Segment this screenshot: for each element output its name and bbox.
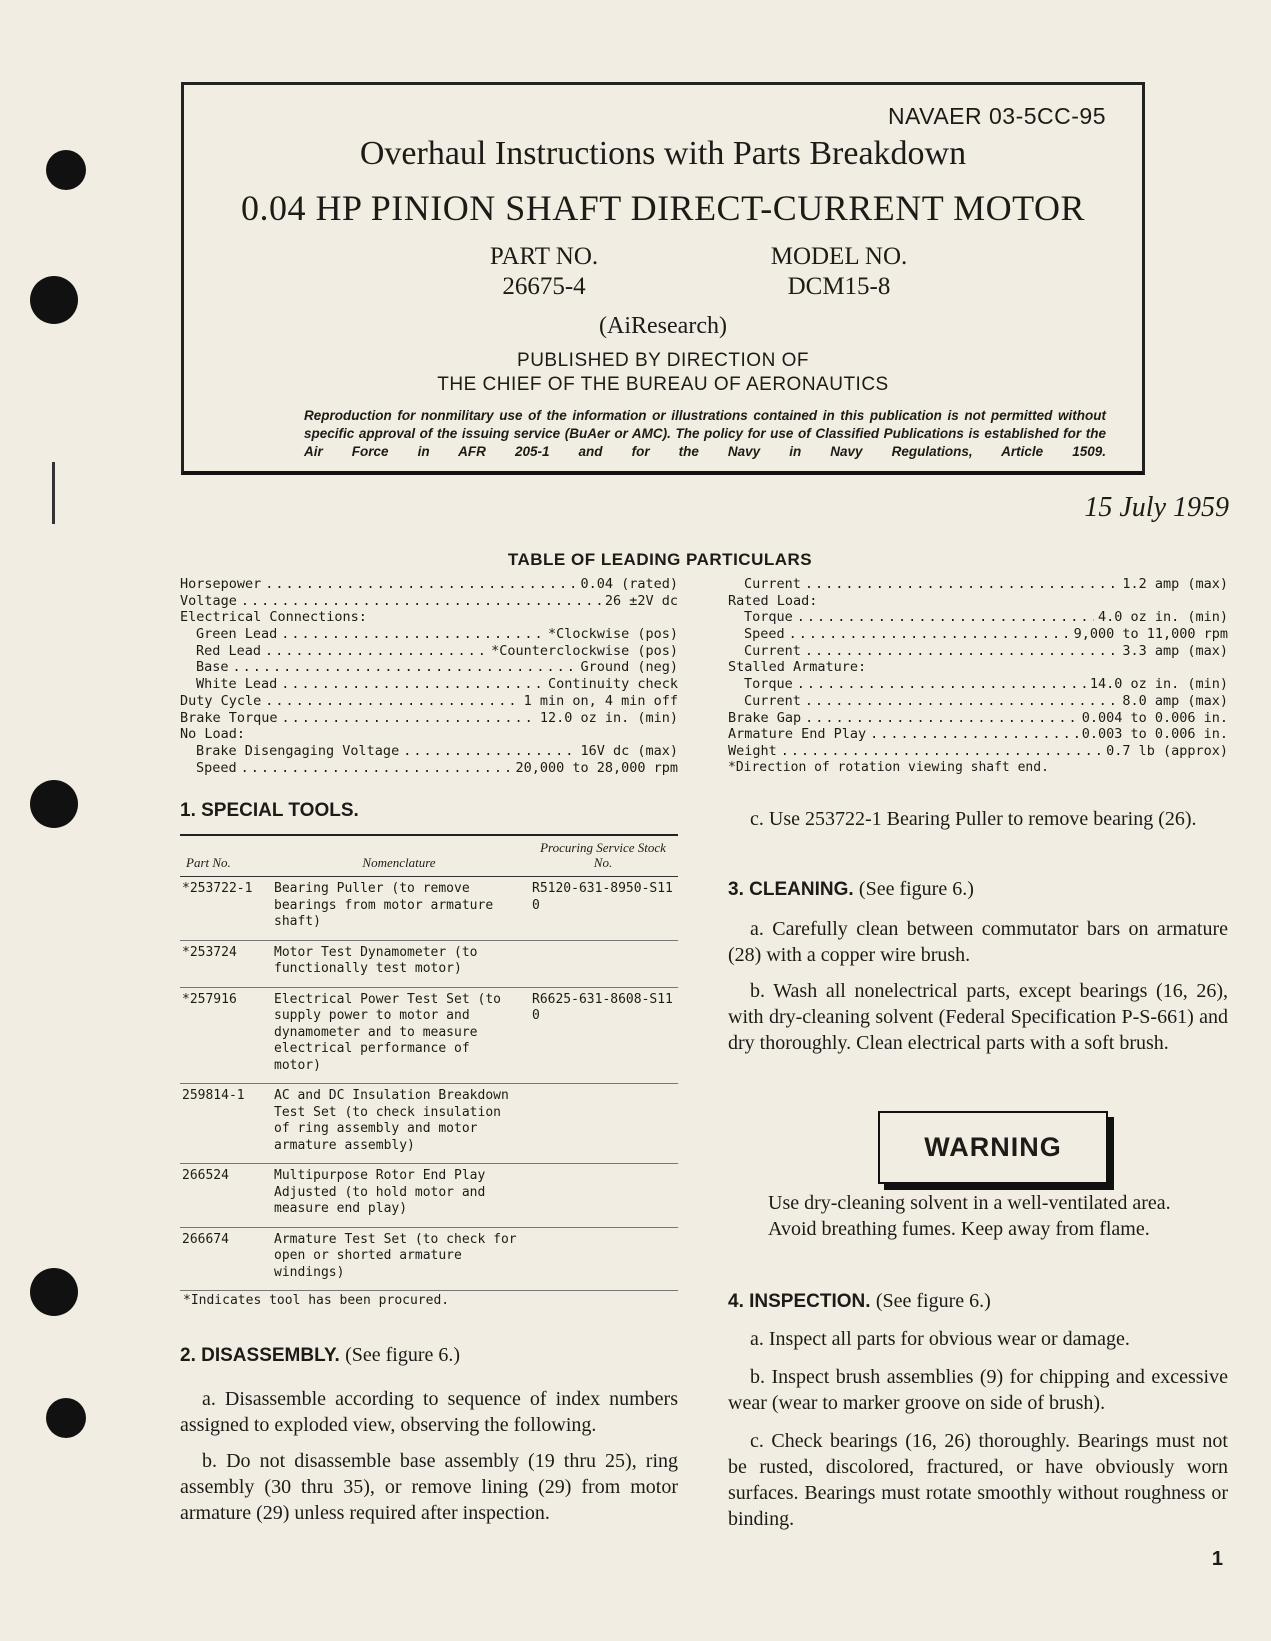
inspection-figure-ref: (See figure 6.) bbox=[875, 1290, 991, 1312]
column-header-nomenclature: Nomenclature bbox=[270, 836, 528, 877]
particular-row bbox=[180, 743, 678, 760]
tool-stock-number bbox=[528, 1227, 678, 1291]
leader-dots bbox=[241, 760, 512, 777]
document-subtitle: 0.04 HP PINION SHAFT DIRECT-CURRENT MOTOR bbox=[241, 188, 1085, 228]
leader-dots bbox=[281, 676, 544, 693]
leading-particulars-right bbox=[728, 576, 1228, 776]
leader-dots bbox=[797, 609, 1094, 626]
tools-footnote: *Indicates tool has been procured. bbox=[183, 1293, 450, 1308]
tool-nomenclature: Motor Test Dynamometer (to functionally test motor) bbox=[270, 940, 528, 987]
particular-value: 26 ±2V dc bbox=[604, 592, 678, 609]
particular-row bbox=[728, 593, 1228, 610]
document-title: Overhaul Instructions with Parts Breakdown bbox=[359, 135, 967, 172]
particular-row bbox=[180, 576, 678, 593]
reproduction-notice: Reproduction for nonmilitary use of the information or illustrations contained in this publication is not permitted without specific approval of the issuing service (BuAer or AMC). The policy for use of Classified Publications is established for the Air Force in AFR 205-1 and for the Navy in Navy Regulations, Article 1509. bbox=[304, 408, 1106, 459]
particular-value: 0.7 lb (approx) bbox=[1106, 742, 1228, 759]
part-number-label: PART NO. bbox=[489, 243, 599, 270]
particular-label: Current bbox=[744, 642, 801, 659]
disassembly-figure-ref: (See figure 6.) bbox=[345, 1344, 461, 1366]
leader-dots bbox=[241, 593, 601, 610]
warning-box: WARNING bbox=[878, 1111, 1108, 1184]
particular-row bbox=[180, 693, 678, 710]
table-row bbox=[180, 1227, 678, 1291]
table-row bbox=[180, 877, 678, 941]
particular-value: 1.2 amp (max) bbox=[1122, 576, 1228, 592]
publication-date: 15 July 1959 bbox=[1084, 492, 1229, 523]
cleaning-figure-ref: (See figure 6.) bbox=[858, 878, 974, 900]
tool-stock-number bbox=[528, 940, 678, 987]
disassembly-para-b: b. Do not disassemble base assembly (19 thru 25), ring assembly (30 thru 35), or remove lining (29) from motor armature (29) unless required after inspection. bbox=[180, 1450, 678, 1524]
particular-value: 0.003 to 0.006 in. bbox=[1081, 726, 1228, 743]
warning-text: Use dry-cleaning solvent in a well-ventilated area. Avoid breathing fumes. Keep away from flame. bbox=[768, 1192, 1171, 1240]
special-tools-table bbox=[180, 836, 678, 1291]
particular-value: *Counterclockwise (pos) bbox=[491, 642, 678, 659]
particular-label: Voltage bbox=[180, 592, 237, 609]
particular-label: Duty Cycle bbox=[180, 692, 262, 709]
particular-value: 16V dc (max) bbox=[580, 742, 678, 759]
particular-value: 8.0 amp (max) bbox=[1122, 692, 1228, 709]
particular-row bbox=[180, 659, 678, 676]
particular-row bbox=[180, 593, 678, 610]
particular-value: Continuity check bbox=[547, 676, 678, 693]
tool-part-number: *253724 bbox=[180, 940, 270, 987]
disassembly-heading-label: 2. DISASSEMBLY. bbox=[180, 1345, 340, 1366]
manufacturer: (AiResearch) bbox=[599, 313, 727, 339]
tool-stock-number: R5120-631-8950-S110 bbox=[528, 877, 678, 941]
binder-hole bbox=[46, 1398, 86, 1438]
cleaning-para-b: b. Wash all nonelectrical parts, except bearings (16, 26), with dry-cleaning solvent (Federal Specification P-S-661) and dry thoroughly. Clean electrical parts with a soft brush. bbox=[728, 980, 1228, 1054]
tool-part-number: 266524 bbox=[180, 1164, 270, 1228]
particular-value: 1 min on, 4 min off bbox=[523, 692, 678, 709]
particular-row bbox=[728, 576, 1228, 593]
leader-dots bbox=[789, 626, 1070, 643]
leader-dots bbox=[805, 693, 1118, 710]
column-header-stock-no: Procuring Service Stock No. bbox=[528, 836, 678, 877]
leader-dots bbox=[805, 643, 1118, 660]
particular-row bbox=[180, 626, 678, 643]
leader-dots bbox=[265, 576, 576, 593]
particular-label: Stalled Armature: bbox=[728, 659, 867, 676]
particular-label: Electrical Connections: bbox=[180, 609, 367, 626]
leader-dots bbox=[281, 626, 544, 643]
inspection-para-a: a. Inspect all parts for obvious wear or damage. bbox=[750, 1328, 1130, 1350]
tool-part-number: 266674 bbox=[180, 1227, 270, 1291]
tool-nomenclature: Armature Test Set (to check for open or shorted armature windings) bbox=[270, 1227, 528, 1291]
particular-label: Red Lead bbox=[196, 642, 262, 659]
particular-row bbox=[180, 760, 678, 777]
particular-label: Torque bbox=[744, 609, 793, 626]
disassembly-para-a: a. Disassemble according to sequence of index numbers assigned to exploded view, observing the following. bbox=[180, 1388, 678, 1436]
particular-label: Speed bbox=[196, 759, 237, 776]
particular-label: Brake Disengaging Voltage bbox=[196, 742, 400, 759]
leader-dots bbox=[265, 643, 487, 660]
particular-row bbox=[180, 643, 678, 660]
particular-row bbox=[728, 743, 1228, 760]
particular-label: Current bbox=[744, 576, 801, 592]
inspection-heading bbox=[728, 1290, 991, 1313]
tool-part-number: *257916 bbox=[180, 987, 270, 1084]
table-row bbox=[180, 1164, 678, 1228]
leader-dots bbox=[781, 743, 1102, 760]
particular-label: Brake Torque bbox=[180, 709, 278, 726]
particular-value: 12.0 oz in. (min) bbox=[539, 709, 678, 726]
particular-row bbox=[728, 626, 1228, 643]
column-header-part-no: Part No. bbox=[180, 836, 270, 877]
particular-row bbox=[180, 710, 678, 727]
published-line-2: THE CHIEF OF THE BUREAU OF AERONAUTICS bbox=[437, 374, 889, 395]
binder-hole bbox=[46, 150, 86, 190]
particular-label: White Lead bbox=[196, 676, 278, 693]
table-row bbox=[180, 987, 678, 1084]
part-number-value: 26675-4 bbox=[502, 273, 586, 300]
particular-row bbox=[180, 676, 678, 693]
leader-dots bbox=[265, 693, 519, 710]
tool-nomenclature: Multipurpose Rotor End Play Adjusted (to hold motor and measure end play) bbox=[270, 1164, 528, 1228]
tool-stock-number: R6625-631-8608-S110 bbox=[528, 987, 678, 1084]
particular-label: Current bbox=[744, 692, 801, 709]
particular-row bbox=[180, 726, 678, 743]
cleaning-heading-label: 3. CLEANING. bbox=[728, 879, 854, 900]
leader-dots bbox=[282, 710, 536, 727]
particular-row bbox=[728, 693, 1228, 710]
document-number: NAVAER 03-5CC-95 bbox=[887, 103, 1106, 129]
special-tools-heading: 1. SPECIAL TOOLS. bbox=[180, 800, 359, 821]
cleaning-heading bbox=[728, 878, 974, 901]
tool-nomenclature: Bearing Puller (to remove bearings from motor armature shaft) bbox=[270, 877, 528, 941]
particular-row bbox=[728, 659, 1228, 676]
part-number-block bbox=[434, 242, 654, 302]
inspection-para-c: c. Check bearings (16, 26) thoroughly. Bearings must not be rusted, discolored, fractured, or have obviously worn surfaces. Bearings must rotate smoothly without roughness or binding. bbox=[728, 1430, 1228, 1530]
particular-label: Brake Gap bbox=[728, 709, 802, 726]
particular-value: 20,000 to 28,000 rpm bbox=[515, 759, 678, 776]
particular-row bbox=[728, 643, 1228, 660]
model-number-block bbox=[714, 242, 964, 302]
tool-stock-number bbox=[528, 1164, 678, 1228]
particular-row bbox=[180, 609, 678, 626]
cleaning-para-a: a. Carefully clean between commutator bars on armature (28) with a copper wire brush. bbox=[728, 918, 1228, 966]
publisher-block bbox=[184, 349, 1142, 397]
particular-value: *Clockwise (pos) bbox=[547, 626, 678, 643]
particular-label: Horsepower bbox=[180, 576, 262, 592]
particular-row bbox=[728, 676, 1228, 693]
leading-particulars-left bbox=[180, 576, 678, 776]
particular-value: 3.3 amp (max) bbox=[1122, 642, 1228, 659]
leading-particulars-title: TABLE OF LEADING PARTICULARS bbox=[507, 550, 813, 569]
page-number: 1 bbox=[1211, 1548, 1223, 1570]
particular-value: 14.0 oz in. (min) bbox=[1089, 676, 1228, 693]
title-block bbox=[181, 82, 1145, 475]
model-number-value: DCM15-8 bbox=[787, 273, 891, 300]
particular-value: Ground (neg) bbox=[580, 659, 678, 676]
tool-part-number: *253722-1 bbox=[180, 877, 270, 941]
leader-dots bbox=[403, 743, 576, 760]
particular-label: Speed bbox=[744, 626, 785, 643]
published-line-1: PUBLISHED BY DIRECTION OF bbox=[517, 350, 809, 371]
leader-dots bbox=[233, 659, 577, 676]
tool-nomenclature: AC and DC Insulation Breakdown Test Set (to check insulation of ring assembly and motor armature assembly) bbox=[270, 1084, 528, 1164]
particular-row bbox=[728, 726, 1228, 743]
particular-label: No Load: bbox=[180, 726, 246, 743]
model-number-label: MODEL NO. bbox=[770, 243, 908, 270]
margin-mark bbox=[52, 462, 55, 524]
particular-value: 0.04 (rated) bbox=[580, 576, 678, 592]
particular-label: Torque bbox=[744, 676, 793, 693]
leader-dots bbox=[870, 726, 1078, 743]
binder-hole bbox=[30, 1268, 78, 1316]
particular-label: Armature End Play bbox=[728, 726, 867, 743]
particular-label: Green Lead bbox=[196, 626, 278, 643]
particular-row bbox=[728, 710, 1228, 727]
particular-label: Base bbox=[196, 659, 229, 676]
table-row bbox=[180, 1084, 678, 1164]
tool-part-number: 259814-1 bbox=[180, 1084, 270, 1164]
binder-hole bbox=[30, 780, 78, 828]
binder-hole bbox=[30, 276, 78, 324]
leader-dots bbox=[805, 710, 1078, 727]
leader-dots bbox=[797, 676, 1086, 693]
disassembly-para-c: c. Use 253722-1 Bearing Puller to remove bearing (26). bbox=[750, 808, 1197, 830]
tool-nomenclature: Electrical Power Test Set (to supply power to motor and dynamometer and to measure electrical performance of motor) bbox=[270, 987, 528, 1084]
particular-label: Weight bbox=[728, 742, 777, 759]
inspection-para-b: b. Inspect brush assemblies (9) for chipping and excessive wear (wear to marker groove on side of brush). bbox=[728, 1366, 1228, 1414]
particular-label: Rated Load: bbox=[728, 592, 818, 609]
rotation-footnote: *Direction of rotation viewing shaft end. bbox=[728, 759, 1049, 775]
table-row bbox=[180, 940, 678, 987]
particular-value: 9,000 to 11,000 rpm bbox=[1073, 626, 1228, 643]
particular-value: 0.004 to 0.006 in. bbox=[1081, 709, 1228, 726]
tool-stock-number bbox=[528, 1084, 678, 1164]
particular-row bbox=[728, 609, 1228, 626]
particular-value: 4.0 oz in. (min) bbox=[1097, 609, 1228, 626]
inspection-heading-label: 4. INSPECTION. bbox=[728, 1291, 871, 1312]
leader-dots bbox=[805, 576, 1118, 593]
disassembly-heading bbox=[180, 1344, 460, 1367]
